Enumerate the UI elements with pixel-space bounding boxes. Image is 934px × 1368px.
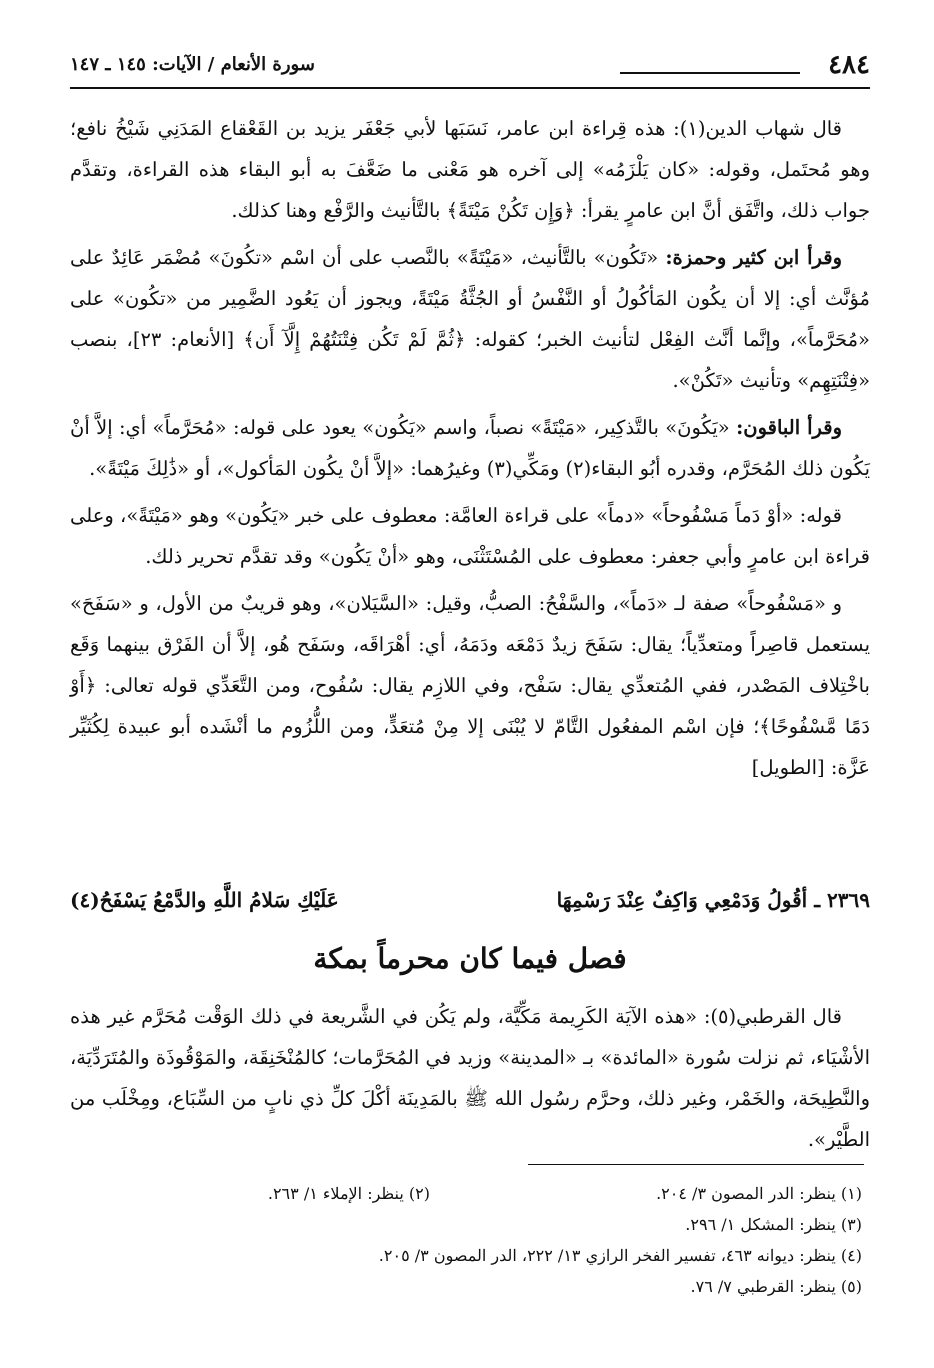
paragraph-lead: وقرأ الباقون: (736, 416, 843, 439)
paragraph-text: قوله: «أوْ دَماً مَسْفُوحاً» «دماً» على قراءة العامَّة: معطوف على خبر «يَكُون» وهو «مَيْتَةً»، وعلى قراءة ابن عامرٍ وأبي جعفر: معطوف على المُسْتَثْنَى، وهو «أنْ يَكُون» وقد تقدَّم تحرير ذلك. (70, 504, 870, 568)
footnotes (70, 1178, 870, 1302)
poem-verse (70, 882, 870, 926)
paragraph-5 (70, 583, 870, 788)
footnote-row (70, 1240, 870, 1271)
paragraph-4 (70, 495, 870, 577)
paragraph-2 (70, 237, 870, 401)
paragraph-3 (70, 407, 870, 489)
page-header (70, 50, 870, 84)
paragraph-text: «يَكُونَ» بالتَّذكِير، «مَيْتَةً» نصباً، واسم «يَكُون» يعود على قوله: «مُحَرَّماً» أي: إلاَّ أنْ يَكُون ذلك المُحَرَّم، وقدره أبُو البقاء(٢) ومَكِّي(٣) وغيرُهما: «إلاَّ أنْ يكُون المَأكول»، أو «ذَٰلِكَ مَيْتَةً». (70, 416, 870, 480)
page-number: ٤٨٤ (828, 50, 870, 80)
footnote-1: (١) ينظر: الدر المصون ٣/ ٢٠٤. (656, 1184, 862, 1203)
paragraph-lead: وقرأ ابن كثير وحمزة: (665, 246, 842, 269)
paragraph-text: «تَكُون» بالتَّأنيث، «مَيْتَةً» بالنَّصب على أن اسْم «تكُونَ» مُضْمَر عَائِدٌ على مُؤنَّث أي: إلا أن يكُون المَأكُولُ أو النَّفْسُ أو الجُثَّةُ مَيْتَةً، ويجوز أن يَعُود الضَّمِير من «تكُون» على «مُحَرَّماً»، وإنَّما أنَّث الفِعْل لتأنيث الخبر؛ كقوله: ﴿ثُمَّ لَمْ تَكُن فِتْنَتُهُمْ إِلَّآ أَن﴾ [الأنعام: ٢٣]، بنصب «فِتْنَتِهِم» وتأنيث «تَكُنْ». (70, 246, 870, 392)
footnote-rule (528, 1164, 864, 1165)
header-short-rule (620, 72, 800, 74)
paragraph-text: قال شهاب الدين(١): هذه قِراءة ابن عامر، نَسَبَها لأبي جَعْفَر يزيد بن القَعْقاع المَدَنِي شَيْخُ نافع؛ وهو مُحتَمل، وقوله: «كان يَلْزَمُه» إلى آخره هو مَعْنى ما ضَعَّفَ به أبو البقاء هذه القراءة، وتقدَّم جواب ذلك، واتَّفَق أنَّ ابن عامرٍ يقرأ: ﴿وَإِن تَكُنْ مَيْتَةً﴾ بالتَّأنيث والرَّفْع وهنا كذلك. (70, 117, 870, 222)
body-text (70, 108, 870, 794)
header-rule (70, 87, 870, 89)
section-title: فصل فيما كان محرماً بمكة (313, 942, 627, 975)
footnote-2: (٢) ينظر: الإملاء ١/ ٢٦٣. (267, 1184, 430, 1203)
footnote-3: (٣) ينظر: المشكل ١/ ٢٩٦. (685, 1215, 862, 1234)
footnote-5: (٥) ينظر: القرطبي ٧/ ٧٦. (690, 1277, 862, 1296)
footnote-4: (٤) ينظر: ديوانه ٤٦٣، تفسير الفخر الرازي ١٣/ ٢٢٢، الدر المصون ٣/ ٢٠٥. (378, 1246, 862, 1265)
paragraph-1 (70, 108, 870, 231)
poem-first-hemistich: ٢٣٦٩ ـ أقُولُ وَدَمْعِي وَاكِفٌ عِنْدَ رَسْمِهَا (556, 888, 870, 912)
running-title: سورة الأنعام / الآيات: ١٤٥ ـ ١٤٧ (70, 54, 315, 75)
section-body (70, 996, 870, 1166)
footnote-row (70, 1209, 870, 1240)
paragraph-text: و «مَسْفُوحاً» صفة لـ «دَماً»، والسَّفْحُ: الصبُّ، وقيل: «السَّيَلان»، وهو قريبٌ من الأول، و «سَفَحَ» يستعمل قاصِراً ومتعدِّياً؛ يقال: سَفَحَ زيدٌ دَمْعَه ودَمَهُ، أي: أهْرَاقَه، وسَفَح هُو، إلاَّ أن الفَرْق بينهما وَقَع باخْتِلاف المَصْدر، ففي المُتعدِّي يقال: سَفْح، وفي اللازِم يقال: سُفُوح، ومن التَّعَدِّي قوله تعالى: ﴿أَوْ دَمًا مَّسْفُوحًا﴾؛ فإن اسْم المفعُول التَّامّ لا يُبْنَى إلا مِنْ مُتعَدٍّ، ومن اللُّزُوم ما أنْشَده أبو عبيدة لِكُثَيِّر عَزَّة: [الطويل] (70, 592, 870, 779)
section-paragraph: قال القرطبي(٥): «هذه الآيَة الكَرِيمة مَكِّيَّة، ولم يَكُن في الشَّريعة في ذلك الوَقْت مُحَرَّم غير هذه الأشْيَاء، ثم نزلت سُورة «المائدة» بـ «المدينة» وزيد في المُحَرَّمات؛ كالمُنْخَنِقَة، والمَوْقُوذَة والمُتَرَدِّيَة، والنَّطِيحَة، والخَمْر، وغير ذلك، وحرَّم رسُول الله ﷺ بالمَدِينَة أكْلَ كلِّ ذي نابٍ من السِّبَاع، ومِخْلَب من الطَّيْر». (70, 1005, 870, 1151)
footnote-row (70, 1271, 870, 1302)
poem-second-hemistich: عَلَيْكِ سَلامُ اللَّهِ والدَّمْعُ يَسْفَحُ(٤) (70, 888, 339, 912)
footnote-row (70, 1178, 870, 1209)
